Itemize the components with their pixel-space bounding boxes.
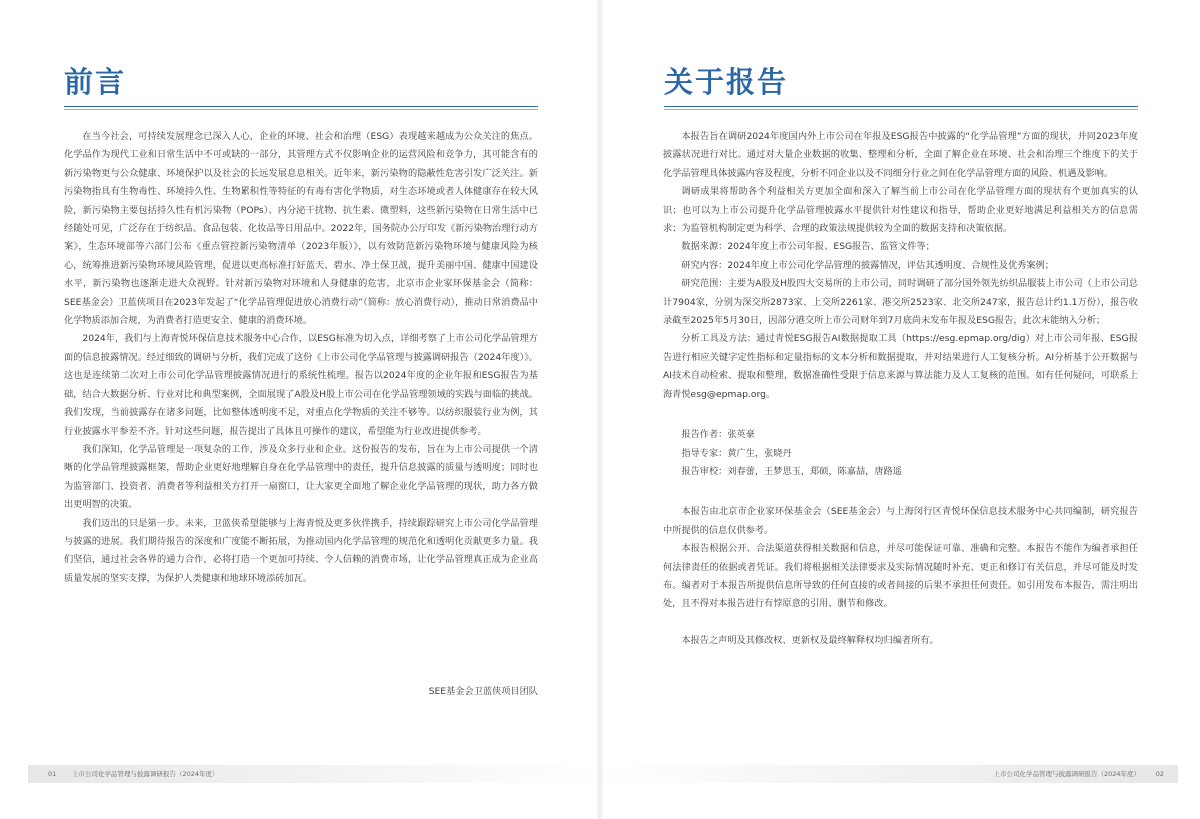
right-page bbox=[600, 0, 1200, 819]
about-paragraph: 研究范围：主要为A股及H股四大交易所的上市公司，同时调研了部分国外领先纺织品服装上市公司（上市公司总计7904家，分别为深交所2873家、上交所2261家、港交所2523家、北交所247家，报告总计约1.1万份），报告收录截至2025年5月30日，因部分港交所上市公司财年到7月底尚未发布年报及ESG报告，此次未能纳入分析； bbox=[663, 278, 1138, 327]
page-number: 02 bbox=[1155, 770, 1164, 778]
preface-signature: SEE基金会卫蓝侠项目团队 bbox=[428, 686, 538, 697]
title-divider bbox=[64, 106, 538, 107]
page-footer bbox=[28, 765, 600, 783]
about-paragraph: 本报告根据公开、合法渠道获得相关数据和信息，并尽可能保证可靠、准确和完整。本报告不能作为编者承担任何法律责任的依据或者凭证。我们将根据相关法律要求及实际情况随时补充、更正和修订有关信息，并尽可能及时发布。编者对于本报告所提供信息所导致的任何直接的或者间接的后果不承担任何责任。如引用发布本报告，需注明出处，且不得对本报告进行有悖原意的引用、删节和修改。 bbox=[663, 543, 1138, 610]
footer-report-title: 上市公司化学品管理与披露调研报告（2024年度） bbox=[993, 770, 1140, 778]
about-paragraph: 本报告旨在调研2024年度国内外上市公司在年报及ESG报告中披露的“化学品管理”方面的现状，并同2023年度披露状况进行对比。通过对大量企业数据的收集、整理和分析，全面了解企业在环境、社会和治理三个维度下的关于化学品管理具体披露内容及程度，分析不同企业以及不同细分行业之间在化学品管理方面的风险、机遇及影响。 bbox=[663, 131, 1138, 179]
about-body bbox=[663, 128, 1138, 650]
about-paragraph: 调研成果将帮助各个利益相关方更加全面和深入了解当前上市公司在化学品管理方面的现状有个更加真实的认识；也可以为上市公司提升化学品管理披露水平提供针对性建议和指导，帮助企业更好地满足利益相关方的信息需求；为监管机构制定更为科学、合理的政策法规提供较为全面的数据支持和决策依据。 bbox=[663, 186, 1138, 235]
about-paragraph: 本报告由北京市企业家环保基金会（SEE基金会）与上海闵行区青悦环保信息技术服务中心共同编制，研究报告中所提供的信息仅供参考。 bbox=[663, 506, 1138, 536]
preface-paragraph: 在当今社会，可持续发展理念已深入人心，企业的环境、社会和治理（ESG）表现越来越成为公众关注的焦点。化学品作为现代工业和日常生活中不可或缺的一部分，其管理方式不仅影响企业的运营风险和竞争力，其可能含有的新污染物更与公众健康、环境保护以及社会的长远发展息息相关。近年来，新污染物的隐蔽性危害引发广泛关注。新污染物指具有生物毒性、环境持久性、生物累积性等特征的有毒有害化学物质，对生态环境或者人体健康存在较大风险，新污染物主要包括持久性有机污染物（POPs）、内分泌干扰物、抗生素、微塑料，这些新污染物在日常生活中已经随处可见，广泛存在于纺织品、食品包装、化妆品等日用品中。2022年，国务院办公厅印发《新污染物治理行动方案》，生态环境部等六部门公布《重点管控新污染物清单（2023年版）》，以有效防范新污染物环境与健康风险为核心，统筹推进新污染物环境风险管理，促进以更高标准打好蓝天、碧水、净土保卫战，提升美丽中国、健康中国建设水平，新污染物也逐渐走进大众视野。针对新污染物对环境和人身健康的危害，北京市企业家环保基金会（简称：SEE基金会）卫蓝侠项目在2023年发起了“化学品管理促进放心消费行动”（简称：放心消费行动），推动日常消费品中化学物质添加合规，为消费者打造更安全、健康的消费环境。 bbox=[64, 131, 538, 327]
credit-line: 报告作者：张英豪 bbox=[681, 429, 755, 441]
about-paragraph: 分析工具及方法：通过青悦ESG报告AI数据提取工具（https://esg.epmap.org/dig）对上市公司年报、ESG报告进行相应关键字定性指标和定量指标的文本分析和数据提取，并对结果进行人工复核分析。AI分析基于公开数据与AI技术自动检索、提取和整理，数据准确性受限于信息来源与算法能力及人工复核的范围。如有任何疑问，可联系上海青悦esg@epmap.org。 bbox=[663, 333, 1138, 400]
closing-statement: 本报告之声明及其修改权、更新权及最终解释权均归编者所有。 bbox=[681, 634, 939, 646]
title-divider bbox=[664, 106, 1138, 107]
page-footer bbox=[600, 765, 1178, 783]
page-title-about: 关于报告 bbox=[664, 65, 789, 99]
credit-line: 报告审校：刘春蕾，王梦思玉，郑硕，陈嘉喆，唐路遥 bbox=[681, 465, 902, 477]
page-title-preface: 前言 bbox=[64, 65, 127, 99]
about-paragraph: 研究内容：2024年度上市公司化学品管理的披露情况，评估其透明度、合规性及优秀案例； bbox=[681, 259, 1054, 271]
spacer bbox=[663, 481, 1138, 503]
credit-line: 指导专家：黄广生，张晓丹 bbox=[681, 447, 792, 459]
about-paragraph: 数据来源：2024年度上市公司年报、ESG报告、监管文件等； bbox=[681, 241, 935, 253]
credits-block bbox=[663, 426, 1138, 481]
preface-body bbox=[64, 128, 538, 588]
preface-paragraph: 我们迈出的只是第一步。未来，卫蓝侠希望能够与上海青悦及更多伙伴携手，持续跟踪研究上市公司化学品管理与披露的进展。我们期待报告的深度和广度能不断拓展，为推动国内化学品管理的规范化和透明化贡献更多力量。我们坚信，通过社会各界的通力合作，必将打造一个更加可持续、令人信赖的消费市场，让化学品管理真正成为企业高质量发展的坚实支撑，为保护人类健康和地球环境添砖加瓦。 bbox=[64, 517, 538, 584]
preface-paragraph: 2024年，我们与上海青悦环保信息技术服务中心合作，以ESG标准为切入点，详细考察了上市公司化学品管理方面的信息披露情况。经过细致的调研与分析，我们完成了这份《上市公司化学品管理与披露调研报告（2024年度）》。这也是连续第二次对上市公司化学品管理披露情况进行的系统性梳理。报告以2024年度的企业年报和ESG报告为基础，结合大数据分析、行业对比和典型案例，全面展现了A股及H股上市公司在化学品管理领域的实践与面临的挑战。我们发现，当前披露存在诸多问题，比如整体透明度不足，对重点化学物质的关注不够等。以纺织服装行业为例，其行业披露水平参差不齐。针对这些问题，报告提出了具体且可操作的建议，希望能为行业改进提供参考。 bbox=[64, 333, 538, 437]
preface-paragraph: 我们深知，化学品管理是一项复杂的工作，涉及众多行业和企业。这份报告的发布，旨在为上市公司提供一个清晰的化学品管理披露框架，帮助企业更好地理解自身在化学品管理中的责任，提升信息披露的质量与透明度；同时也为监管部门、投资者、消费者等利益相关方打开一扇窗口，让大家更全面地了解企业化学品管理的现状，助力各方做出更明智的决策。 bbox=[64, 443, 538, 511]
spacer bbox=[663, 614, 1138, 632]
page-number: 01 bbox=[48, 770, 57, 778]
footer-report-title: 上市公司化学品管理与披露调研报告（2024年度） bbox=[72, 770, 219, 778]
spacer bbox=[663, 404, 1138, 426]
